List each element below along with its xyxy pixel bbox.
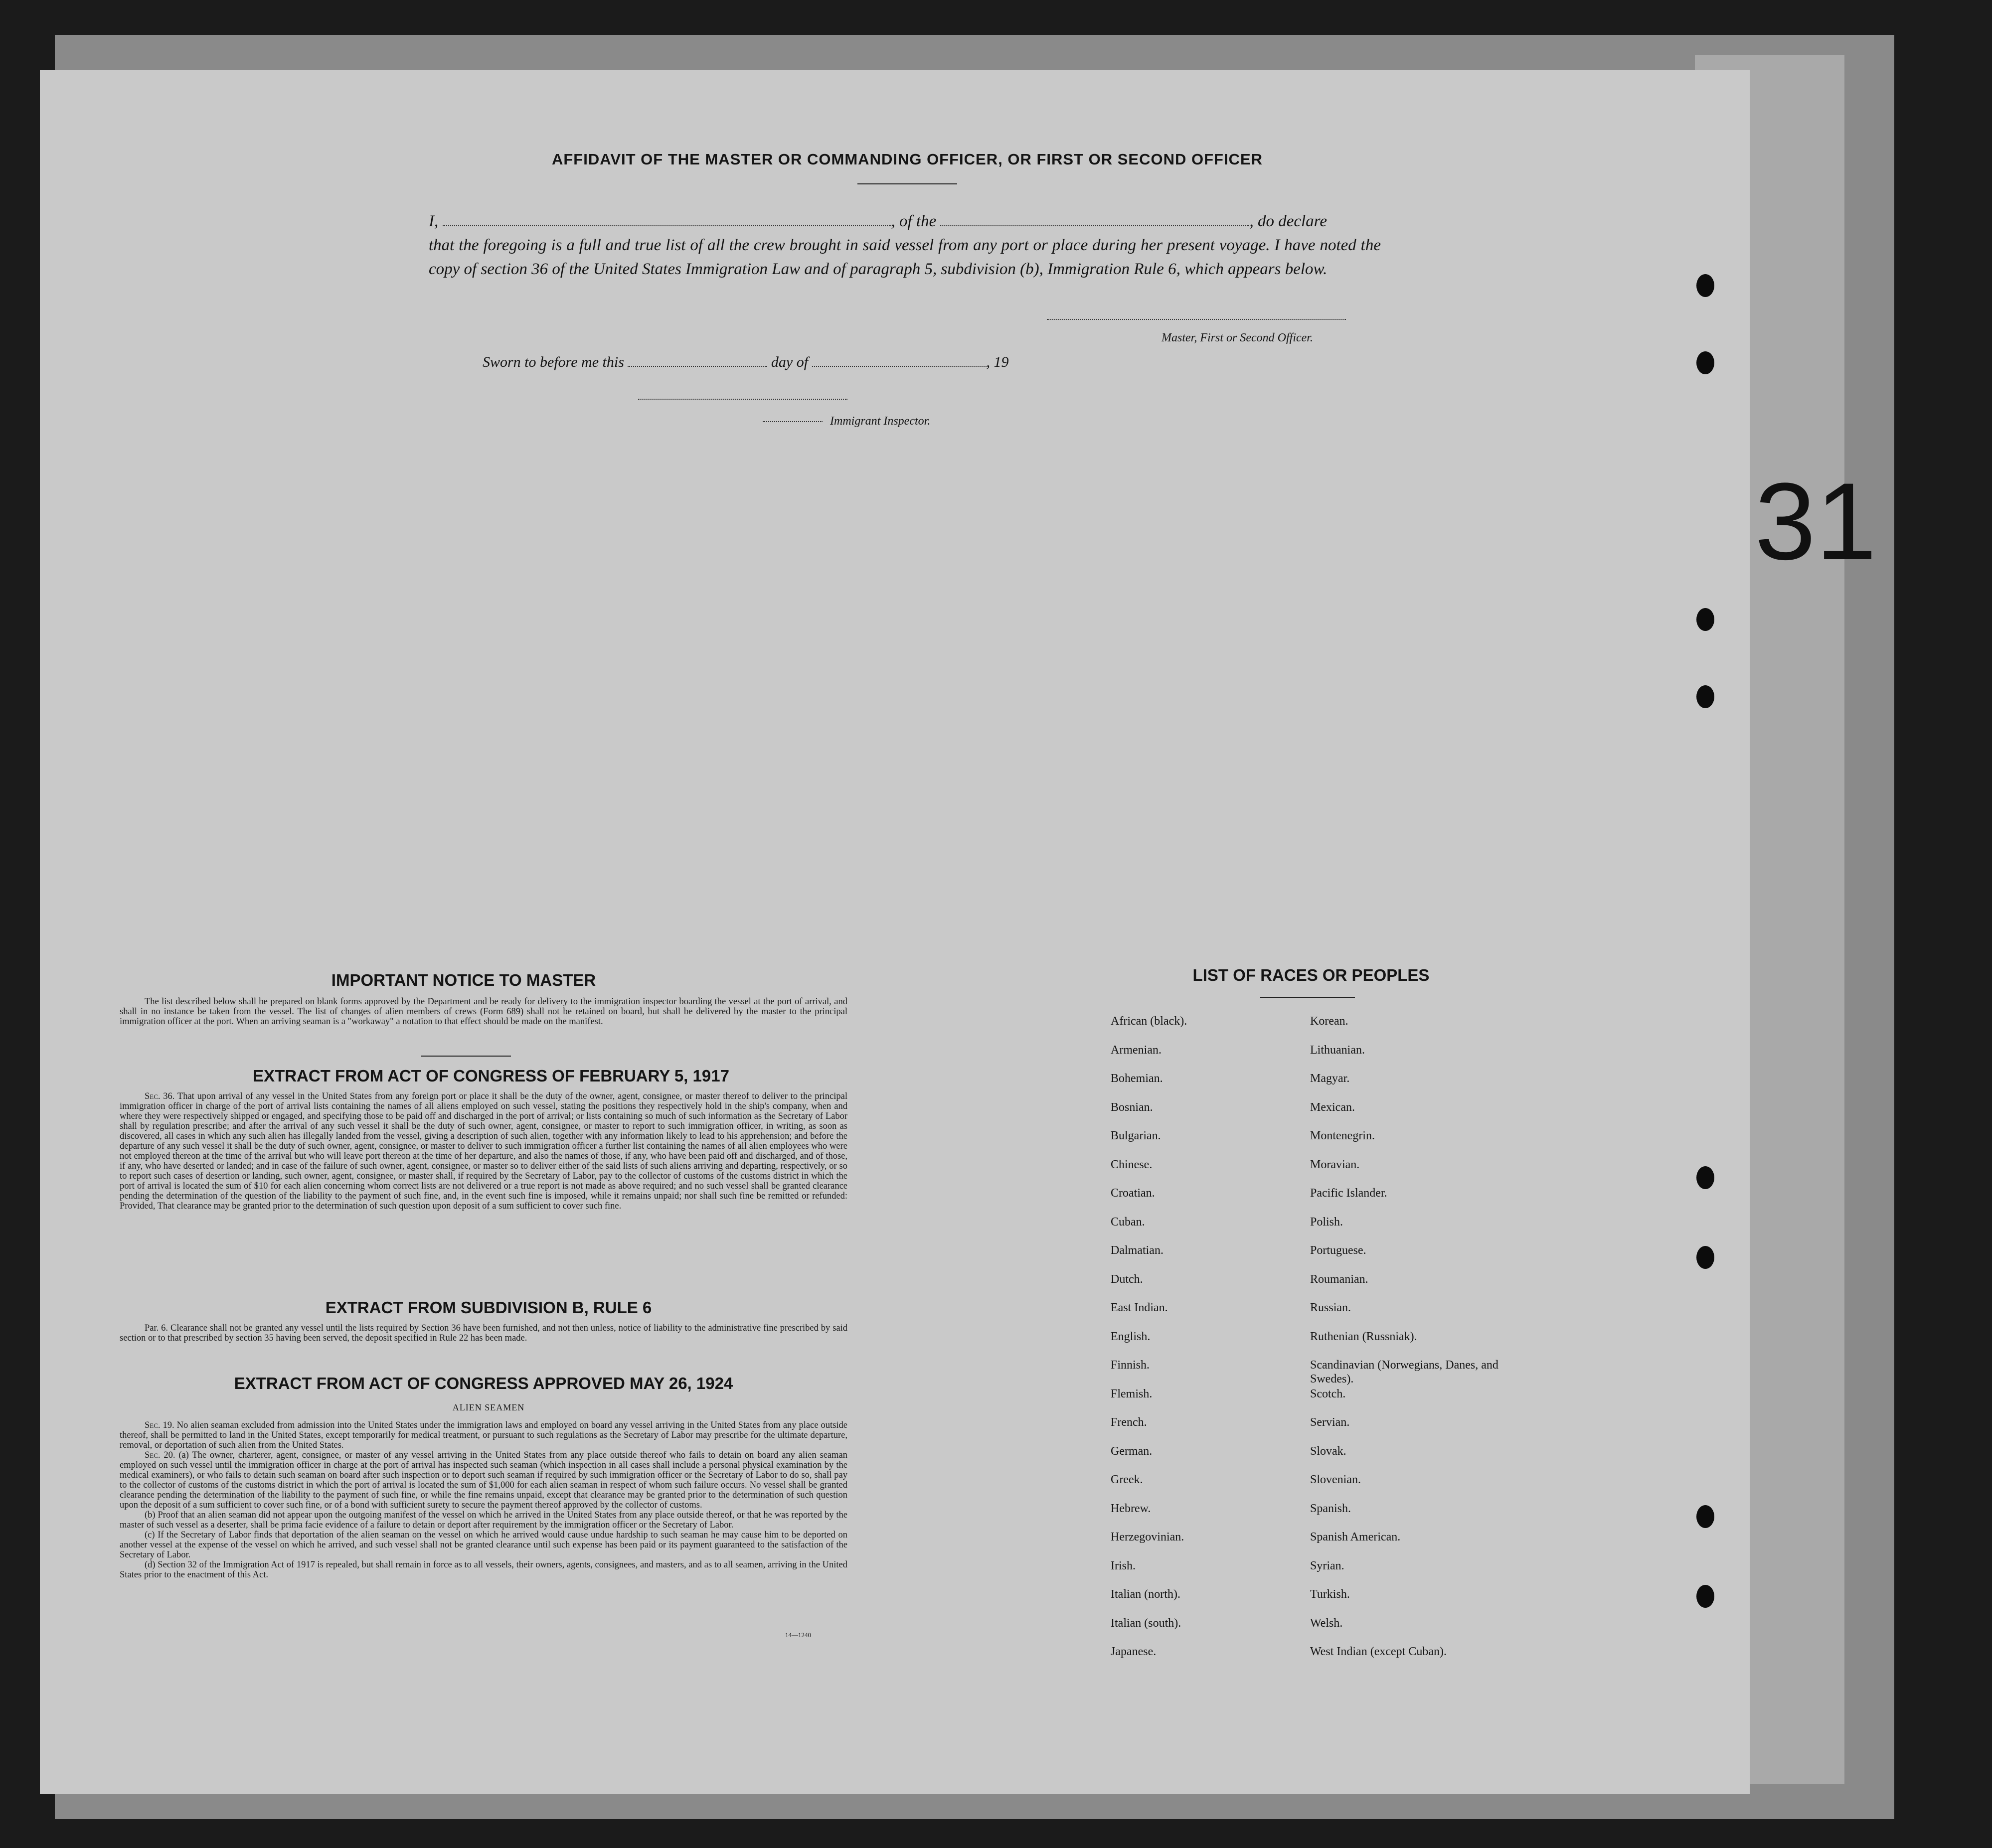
races-left-column [1111, 1014, 1300, 1674]
punch-hole [1696, 1166, 1714, 1189]
handwritten-page-number: 31 [1755, 460, 1877, 583]
inspector-label: Immigrant Inspector. [830, 415, 931, 428]
declaration-line: I, , of the , do declare [429, 212, 1327, 230]
race-item: Armenian. [1111, 1043, 1162, 1057]
race-item: Montenegrin. [1310, 1129, 1375, 1142]
race-item: Croatian. [1111, 1187, 1155, 1200]
race-item: Mexican. [1310, 1100, 1355, 1114]
alien-seamen-subtitle: ALIEN SEAMEN [452, 1402, 525, 1412]
race-item: Bohemian. [1111, 1072, 1163, 1085]
race-item: Greek. [1111, 1473, 1143, 1486]
race-item: Lithuanian. [1310, 1043, 1365, 1057]
name-blank[interactable] [443, 225, 891, 226]
race-item: Flemish. [1111, 1387, 1153, 1400]
notice-title: IMPORTANT NOTICE TO MASTER [331, 971, 596, 989]
divider [421, 1056, 511, 1057]
races-title: LIST OF RACES OR PEOPLES [1192, 966, 1430, 984]
race-item: Japanese. [1111, 1645, 1157, 1658]
race-item: Cuban. [1111, 1215, 1145, 1229]
race-item: Italian (north). [1111, 1588, 1180, 1601]
extract-rule6-text: Par. 6. Clearance shall not be granted any vessel until the lists required by Section 36 have been furnished, and not then unless, notice of liability to the administrative fine prescribed by said section or to that prescribed by section 35 having been served, the deposit specified in Rule 22 has been made. [120, 1323, 847, 1343]
extract-rule6-title: EXTRACT FROM SUBDIVISION B, RULE 6 [325, 1298, 652, 1317]
race-item: Slovak. [1310, 1444, 1346, 1458]
race-item: Slovenian. [1310, 1473, 1361, 1486]
extract-1917-text: Sec. 36. That upon arrival of any vessel in the United States from any foreign port or place it shall be the duty of the owner, agent, consignee, or master thereof to deliver to the principal immigration officer in charge of the port of arrival lists containing the names of all aliens employed on such vessel, stating the positions they respectively hold in the ship's company, when and where they were respectively shipped or engaged, and specifying those to be paid off and discharged in the port of arrival; or lists containing so much of such information as the Secretary of Labor shall by regulation prescribe; and after the arrival of any such vessel it shall be the duty of such owner, agent, consignee, or master to report to such immigration officer, in writing, as soon as discovered, all cases in which any such alien has illegally landed from the vessel, giving a description of such alien, together with any information likely to lead to his apprehension; and before the departure of any such vessel it shall be the duty of such owner, agent, consignee, or master to deliver to such immigration officer a further list containing the names of all alien employees who were not employed thereon at the time of the arrival but who will leave port thereon at the time of her departure, and also the names of those, if any, who have been paid off and discharged, and of those, if any, who have deserted or landed; and in case of the failure of such owner, agent, consignee, or master so to deliver either of the said lists of such aliens arriving and departing, respectively, or so to report such cases of desertion or landing, such owner, agent, consignee, or master shall, if required by the Secretary of Labor, pay to the collector of customs of the customs district in which the port of arrival is located the sum of $10 for each alien concerning whom correct lists are not delivered or a true report is not made as above required; and no such vessel shall be granted clearance pending the determination of the question of the liability to the payment of such fine, and, in the event such fine is imposed, while it remains unpaid; nor shall such fine be remitted or refunded: Provided, That clearance may be granted prior to the determination of such question upon deposit of a sum sufficient to cover such fine. [120, 1091, 848, 1211]
extract-1924-text: Sec. 19. No alien seaman excluded from admission into the United States under the immigration laws and employed on board any vessel arriving in the United States from any place outside thereof, shall be permitted to land in the United States, except temporarily for medical treatment, or pursuant to such regulations as the Secretary of Labor may prescribe for the ultimate departure, removal, or deportation of such alien from the United States. Sec. 20. (a) The owner, charterer, agent, consignee, or master of any vessel arriving in the United States from any place outside thereof who fails to detain on board any alien seaman employed on such vessel until the immigration officer in charge at the port of arrival has inspected such seaman (which inspection in all cases shall include a personal physical examination by the medical examiners), or who fails to detain such seaman on board after such inspection or to deport such seaman if required by such immigration officer or the Secretary of Labor to do so, shall pay to the collector of customs of the customs district in which the port of arrival is located the sum of $1,000 for each alien seaman in respect of whom such failure occurs. No vessel shall be granted clearance pending the determination of the liability to the payment of such fine, or while the fine remains unpaid, except that clearance may be granted prior to the determination of such question upon the deposit of a sum sufficient to cover such fine, or of a bond with sufficient surety to secure the payment thereof approved by the collector of customs. (b) Proof that an alien seaman did not appear upon the outgoing manifest of the vessel on which he arrived in the United States from any place outside thereof, or that he was reported by the master of such vessel as a deserter, shall be prima facie evidence of a failure to detain or deport after requirement by the immigration officer or the Secretary of Labor. (c) If the Secretary of Labor finds that deportation of the alien seaman on the vessel on which he arrived would cause undue hardship to such seaman he may cause him to be deported on another vessel at the expense of the vessel on which he arrived, and such vessel shall not be granted clearance until such expense has been paid or its payment guaranteed to the satisfaction of the Secretary of Labor. (d) Section 32 of the Immigration Act of 1917 is repealed, but shall remain in force as to all vessels, their owners, agents, consignees, and masters, and as to all seamen, arriving in the United States prior to the enactment of this Act. [120, 1420, 847, 1580]
race-item: Pacific Islander. [1310, 1187, 1387, 1200]
race-item: Italian (south). [1111, 1616, 1181, 1630]
race-item: West Indian (except Cuban). [1310, 1645, 1447, 1658]
sworn-day-blank[interactable] [628, 366, 767, 367]
sworn-month-blank[interactable] [812, 366, 987, 367]
race-item: Turkish. [1310, 1588, 1350, 1601]
signature-label: Master, First or Second Officer. [1162, 331, 1313, 344]
race-item: Spanish. [1310, 1502, 1351, 1515]
race-item: Magyar. [1310, 1072, 1350, 1085]
race-item: Scotch. [1310, 1387, 1346, 1400]
race-item: Dalmatian. [1111, 1244, 1163, 1257]
race-item: Bosnian. [1111, 1100, 1153, 1114]
punch-hole [1696, 608, 1714, 631]
title-rule [857, 183, 957, 184]
races-rule [1260, 997, 1355, 998]
race-item: Polish. [1310, 1215, 1343, 1229]
race-item: Ruthenian (Russniak). [1310, 1330, 1417, 1343]
race-item: Russian. [1310, 1301, 1351, 1314]
sworn-line: Sworn to before me this day of , 19 [483, 354, 1009, 370]
punch-hole [1696, 274, 1714, 297]
race-item: French. [1111, 1416, 1147, 1429]
race-item: Syrian. [1310, 1559, 1344, 1572]
extract-1917-title: EXTRACT FROM ACT OF CONGRESS OF FEBRUARY 5, 1917 [253, 1067, 729, 1085]
race-item: Hebrew. [1111, 1502, 1151, 1515]
race-item: Finnish. [1111, 1359, 1150, 1372]
affidavit-body: that the foregoing is a full and true list of all the crew brought in said vessel from any port or place during her present voyage. I have noted the copy of section 36 of the United States Immigration Law and of paragraph 5, subdivision (b), Immigration Rule 6, which appears below. [429, 236, 1381, 278]
punch-hole [1696, 1505, 1714, 1528]
inspector-blank-short [763, 421, 823, 422]
race-item: Chinese. [1111, 1158, 1153, 1171]
affidavit-title: AFFIDAVIT OF THE MASTER OR COMMANDING OFFICER, OR FIRST OR SECOND OFFICER [551, 151, 1263, 168]
inspector-signature-blank[interactable] [638, 399, 847, 400]
extract-1924-title: EXTRACT FROM ACT OF CONGRESS APPROVED MAY 26, 1924 [234, 1374, 733, 1392]
race-item: East Indian. [1111, 1301, 1168, 1314]
vessel-blank[interactable] [940, 225, 1249, 226]
races-right-column [1310, 1014, 1519, 1674]
punch-hole [1696, 351, 1714, 374]
race-item: Herzegovinian. [1111, 1531, 1184, 1543]
affidavit-text [429, 209, 1381, 281]
form-code: 14—1240 [785, 1631, 811, 1639]
race-item: Servian. [1310, 1416, 1350, 1429]
race-item: African (black). [1111, 1015, 1187, 1028]
race-item: English. [1111, 1330, 1151, 1343]
race-item: Roumanian. [1310, 1272, 1368, 1286]
signature-blank[interactable] [1047, 319, 1346, 320]
race-item: Portuguese. [1310, 1244, 1366, 1257]
race-item: Welsh. [1310, 1616, 1343, 1630]
race-item: Moravian. [1310, 1158, 1360, 1171]
race-item: Korean. [1310, 1015, 1348, 1028]
notice-text: The list described below shall be prepared on blank forms approved by the Department and be ready for delivery to the immigration inspector boarding the vessel at the port of arrival, and shall in no instance be taken from the vessel. The list of changes of alien members of crews (Form 689) shall not be retained on board, but shall be delivered by the master to the principal immigration officer at the port. When an arriving seaman is a "workaway" a notation to that effect should be made on the manifest. [120, 997, 847, 1027]
punch-hole [1696, 1585, 1714, 1608]
punch-hole [1696, 685, 1714, 708]
punch-hole [1696, 1246, 1714, 1269]
race-item: Irish. [1111, 1559, 1136, 1572]
race-item: Bulgarian. [1111, 1129, 1161, 1142]
race-item: German. [1111, 1444, 1153, 1458]
race-item: Dutch. [1111, 1272, 1143, 1286]
race-item: Spanish American. [1310, 1531, 1401, 1543]
race-item: Scandinavian (Norwegians, Danes, and Swedes). [1310, 1359, 1498, 1386]
